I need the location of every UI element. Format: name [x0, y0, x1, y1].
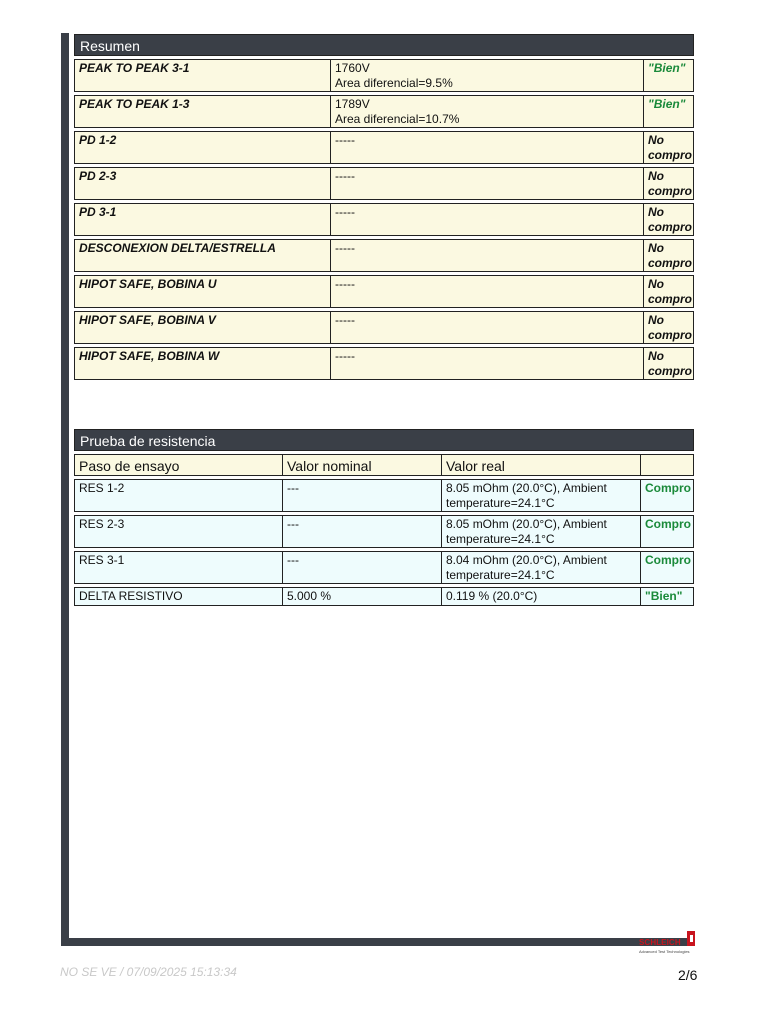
summary-test-value: ----- [330, 276, 643, 307]
summary-test-value: 1760V Area diferencial=9.5% [330, 60, 643, 91]
resistance-step: RES 2-3 [79, 517, 125, 531]
resistance-actual: 8.05 mOhm (20.0°C), Ambient temperature=24.1°C [441, 516, 640, 547]
header-step: Paso de ensayo [79, 458, 180, 474]
summary-row [74, 203, 694, 236]
summary-test-result: No compro [643, 168, 693, 199]
summary-test-name: PEAK TO PEAK 1-3 [79, 97, 190, 111]
summary-section [74, 34, 694, 380]
summary-test-name: PD 3-1 [79, 205, 117, 219]
summary-test-name: PD 2-3 [79, 169, 117, 183]
summary-title: Resumen [74, 34, 694, 56]
resistance-table [74, 479, 694, 606]
summary-test-value: ----- [330, 132, 643, 163]
logo-wordmark: SCHLEICH [639, 938, 681, 947]
summary-test-value: ----- [330, 312, 643, 343]
company-logo [639, 929, 697, 959]
summary-test-name: DESCONEXION DELTA/ESTRELLA [79, 241, 276, 255]
resistance-actual: 0.119 % (20.0°C) [441, 588, 640, 605]
resistance-nominal: --- [282, 480, 441, 511]
summary-test-value: 1789V Area diferencial=10.7% [330, 96, 643, 127]
summary-test-value: ----- [330, 348, 643, 379]
resistance-result: Compro [640, 516, 693, 547]
resistance-section [74, 429, 694, 606]
page-number: 2/6 [678, 967, 698, 983]
resistance-row [74, 479, 694, 512]
logo-mark-icon [687, 931, 695, 946]
summary-test-value: ----- [330, 204, 643, 235]
summary-test-result: No compro [643, 132, 693, 163]
summary-row [74, 131, 694, 164]
summary-table [74, 59, 694, 380]
resistance-row [74, 515, 694, 548]
summary-row [74, 167, 694, 200]
resistance-nominal: --- [282, 516, 441, 547]
header-actual: Valor real [441, 455, 640, 475]
resistance-header-row [74, 454, 694, 476]
summary-test-value: ----- [330, 240, 643, 271]
summary-test-result: "Bien" [643, 96, 693, 127]
summary-test-result: No compro [643, 276, 693, 307]
summary-row [74, 95, 694, 128]
summary-test-name: HIPOT SAFE, BOBINA U [79, 277, 217, 291]
summary-row [74, 239, 694, 272]
summary-row [74, 311, 694, 344]
resistance-title: Prueba de resistencia [74, 429, 694, 451]
footer-stamp: NO SE VE / 07/09/2025 15:13:34 [60, 965, 237, 979]
header-result [640, 455, 693, 475]
resistance-step: DELTA RESISTIVO [79, 589, 183, 603]
summary-test-result: No compro [643, 312, 693, 343]
summary-row [74, 59, 694, 92]
summary-test-result: "Bien" [643, 60, 693, 91]
resistance-row [74, 551, 694, 584]
resistance-result: Compro [640, 480, 693, 511]
header-nominal: Valor nominal [282, 455, 441, 475]
resistance-result: Compro [640, 552, 693, 583]
resistance-actual: 8.04 mOhm (20.0°C), Ambient temperature=24.1°C [441, 552, 640, 583]
summary-test-name: PD 1-2 [79, 133, 117, 147]
summary-test-name: HIPOT SAFE, BOBINA V [79, 313, 216, 327]
resistance-step: RES 3-1 [79, 553, 125, 567]
resistance-result: "Bien" [640, 588, 693, 605]
page-frame-bottom [61, 938, 693, 946]
summary-test-result: No compro [643, 204, 693, 235]
resistance-nominal: --- [282, 552, 441, 583]
page-frame-left [61, 33, 69, 946]
summary-test-value: ----- [330, 168, 643, 199]
resistance-row [74, 587, 694, 606]
summary-test-result: No compro [643, 348, 693, 379]
summary-test-result: No compro [643, 240, 693, 271]
summary-test-name: HIPOT SAFE, BOBINA W [79, 349, 220, 363]
resistance-step: RES 1-2 [79, 481, 125, 495]
summary-test-name: PEAK TO PEAK 3-1 [79, 61, 190, 75]
resistance-actual: 8.05 mOhm (20.0°C), Ambient temperature=24.1°C [441, 480, 640, 511]
summary-row [74, 347, 694, 380]
logo-tagline: Advanced Test Technologies [639, 949, 690, 954]
resistance-nominal: 5.000 % [282, 588, 441, 605]
summary-row [74, 275, 694, 308]
